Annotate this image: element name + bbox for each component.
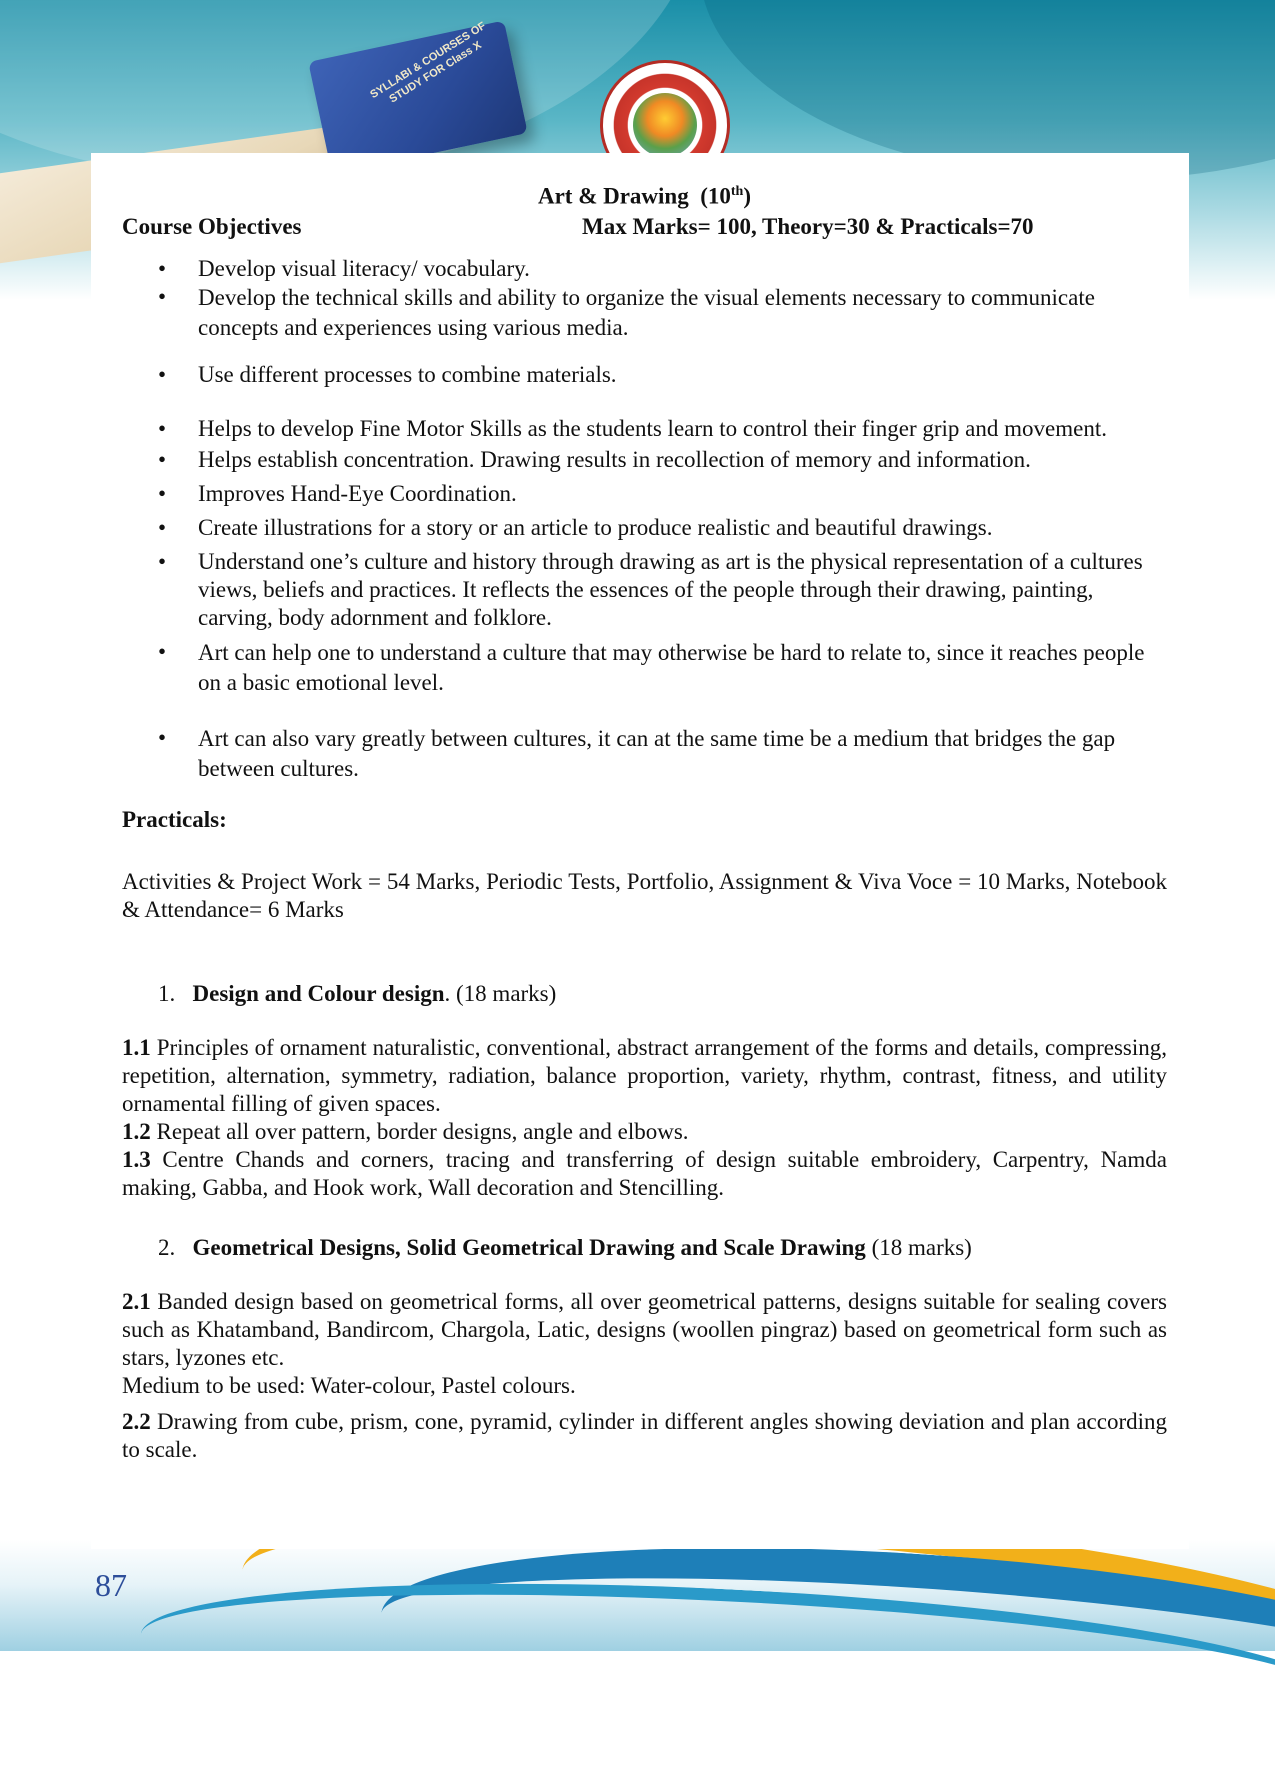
section-2-number: 2. (158, 1234, 176, 1260)
seal-emblem (633, 93, 697, 157)
list-item (122, 724, 1167, 784)
list-item-text: Helps establish concentration. Drawing results in recollection of memory and information. (198, 446, 1031, 472)
section-1-2 (122, 1118, 1167, 1146)
objectives-label: Course Objectives (122, 213, 302, 239)
bullet-icon: • (158, 638, 167, 664)
list-item (122, 255, 1167, 283)
bullet-icon: • (158, 480, 167, 506)
section-2-1 (122, 1288, 1167, 1372)
list-item-text: Understand one’s culture and history through drawing as art is the physical representation of a cultures views, beliefs and practices. It reflects the essences of the people through their drawing, painting, carving, body adornment and folklore. (198, 548, 1143, 630)
objectives-header (122, 213, 1167, 241)
marks-summary: Max Marks= 100, Theory=30 & Practicals=70 (582, 213, 1034, 239)
list-item (122, 480, 1167, 508)
clause-text: Principles of ornament naturalistic, conventional, abstract arrangement of the forms and details, compressing, repetition, alternation, symmetry, radiation, balance proportion, variety, rhythm, contrast, fitness, and utility ornamental filling of given spaces. (122, 1034, 1167, 1116)
clause-number: 1.2 (122, 1118, 151, 1144)
list-item-text: Develop visual literacy/ vocabulary. (198, 255, 530, 281)
clause-text: Banded design based on geometrical forms, all over geometrical patterns, designs suitable for sealing covers such as Khatamband, Bandircom, Chargola, Latic, designs (woollen pingraz) based on geometrical form such as stars, lyzones etc. (122, 1288, 1167, 1370)
title-grade: (10 (700, 183, 731, 209)
spacer (122, 924, 1167, 980)
bullet-icon: • (158, 548, 167, 574)
list-item (122, 548, 1167, 632)
list-item-text: Helps to develop Fine Motor Skills as the students learn to control their finger grip and movement. (198, 415, 1107, 441)
list-item (122, 415, 1167, 443)
clause-text: Repeat all over pattern, border designs, angle and elbows. (150, 1118, 689, 1144)
section-1-1 (122, 1034, 1167, 1118)
clause-text: Drawing from cube, prism, cone, pyramid, cylinder in different angles showing deviation and plan according to scale. (122, 1408, 1167, 1462)
list-item (122, 514, 1167, 542)
clause-number: 2.1 (122, 1288, 151, 1314)
title-grade-close: ) (743, 183, 752, 209)
section-2-1-medium: Medium to be used: Water-colour, Pastel colours. (122, 1372, 576, 1398)
section-1-heading (122, 980, 1167, 1008)
section-2-title: Geometrical Designs, Solid Geometrical Drawing and Scale Drawing (192, 1234, 866, 1260)
clause-number: 1.3 (122, 1146, 151, 1172)
practicals-heading: Practicals: (122, 806, 227, 832)
book-cover-text: SYLLABI & COURSES OF STUDY FOR Class X (368, 19, 489, 106)
section-1-3 (122, 1146, 1167, 1202)
bullet-icon: • (158, 283, 167, 309)
bullet-icon: • (158, 361, 167, 387)
section-2-2 (122, 1408, 1167, 1464)
clause-number: 2.2 (122, 1408, 151, 1434)
bullet-icon: • (158, 514, 167, 540)
list-item-text: Improves Hand-Eye Coordination. (198, 480, 517, 506)
list-item (122, 446, 1167, 474)
page-title (122, 178, 1167, 211)
title-text: Art & Drawing (537, 183, 689, 209)
section-1-title: Design and Colour design (192, 980, 445, 1006)
list-item (122, 361, 1167, 389)
bullet-icon: • (158, 446, 167, 472)
clause-number: 1.1 (122, 1034, 151, 1060)
page-number: 87 (95, 1567, 127, 1603)
section-2-marks: (18 marks) (865, 1234, 972, 1260)
section-1-marks: . (18 marks) (444, 980, 557, 1006)
list-item-text: Use different processes to combine materials. (198, 361, 617, 387)
bullet-icon: • (158, 255, 167, 281)
objectives-list (122, 255, 1167, 784)
clause-text: Centre Chands and corners, tracing and transferring of design suitable embroidery, Carpentry, Namda making, Gabba, and Hook work, Wall decoration and Stencilling. (122, 1146, 1167, 1200)
list-item-text: Art can also vary greatly between cultures, it can at the same time be a medium that bridges the gap between cultures. (198, 725, 1116, 781)
list-item (122, 638, 1167, 698)
list-item-text: Develop the technical skills and ability to organize the visual elements necessary to communicate concepts and experiences using various media. (198, 284, 1095, 340)
bullet-icon: • (158, 415, 167, 441)
practicals-text: Activities & Project Work = 54 Marks, Periodic Tests, Portfolio, Assignment & Viva Voce = 10 Marks, Notebook & Attendance= 6 Marks (122, 868, 1167, 922)
section-2-heading (122, 1234, 1167, 1262)
page-content (122, 178, 1167, 1464)
bullet-icon: • (158, 724, 167, 750)
section-1-number: 1. (158, 980, 176, 1006)
title-grade-sup: th (730, 184, 744, 199)
list-item-text: Create illustrations for a story or an article to produce realistic and beautiful drawings. (198, 514, 993, 540)
list-item (122, 283, 1167, 343)
list-item-text: Art can help one to understand a culture that may otherwise be hard to relate to, since it reaches people on a basic emotional level. (198, 639, 1145, 695)
